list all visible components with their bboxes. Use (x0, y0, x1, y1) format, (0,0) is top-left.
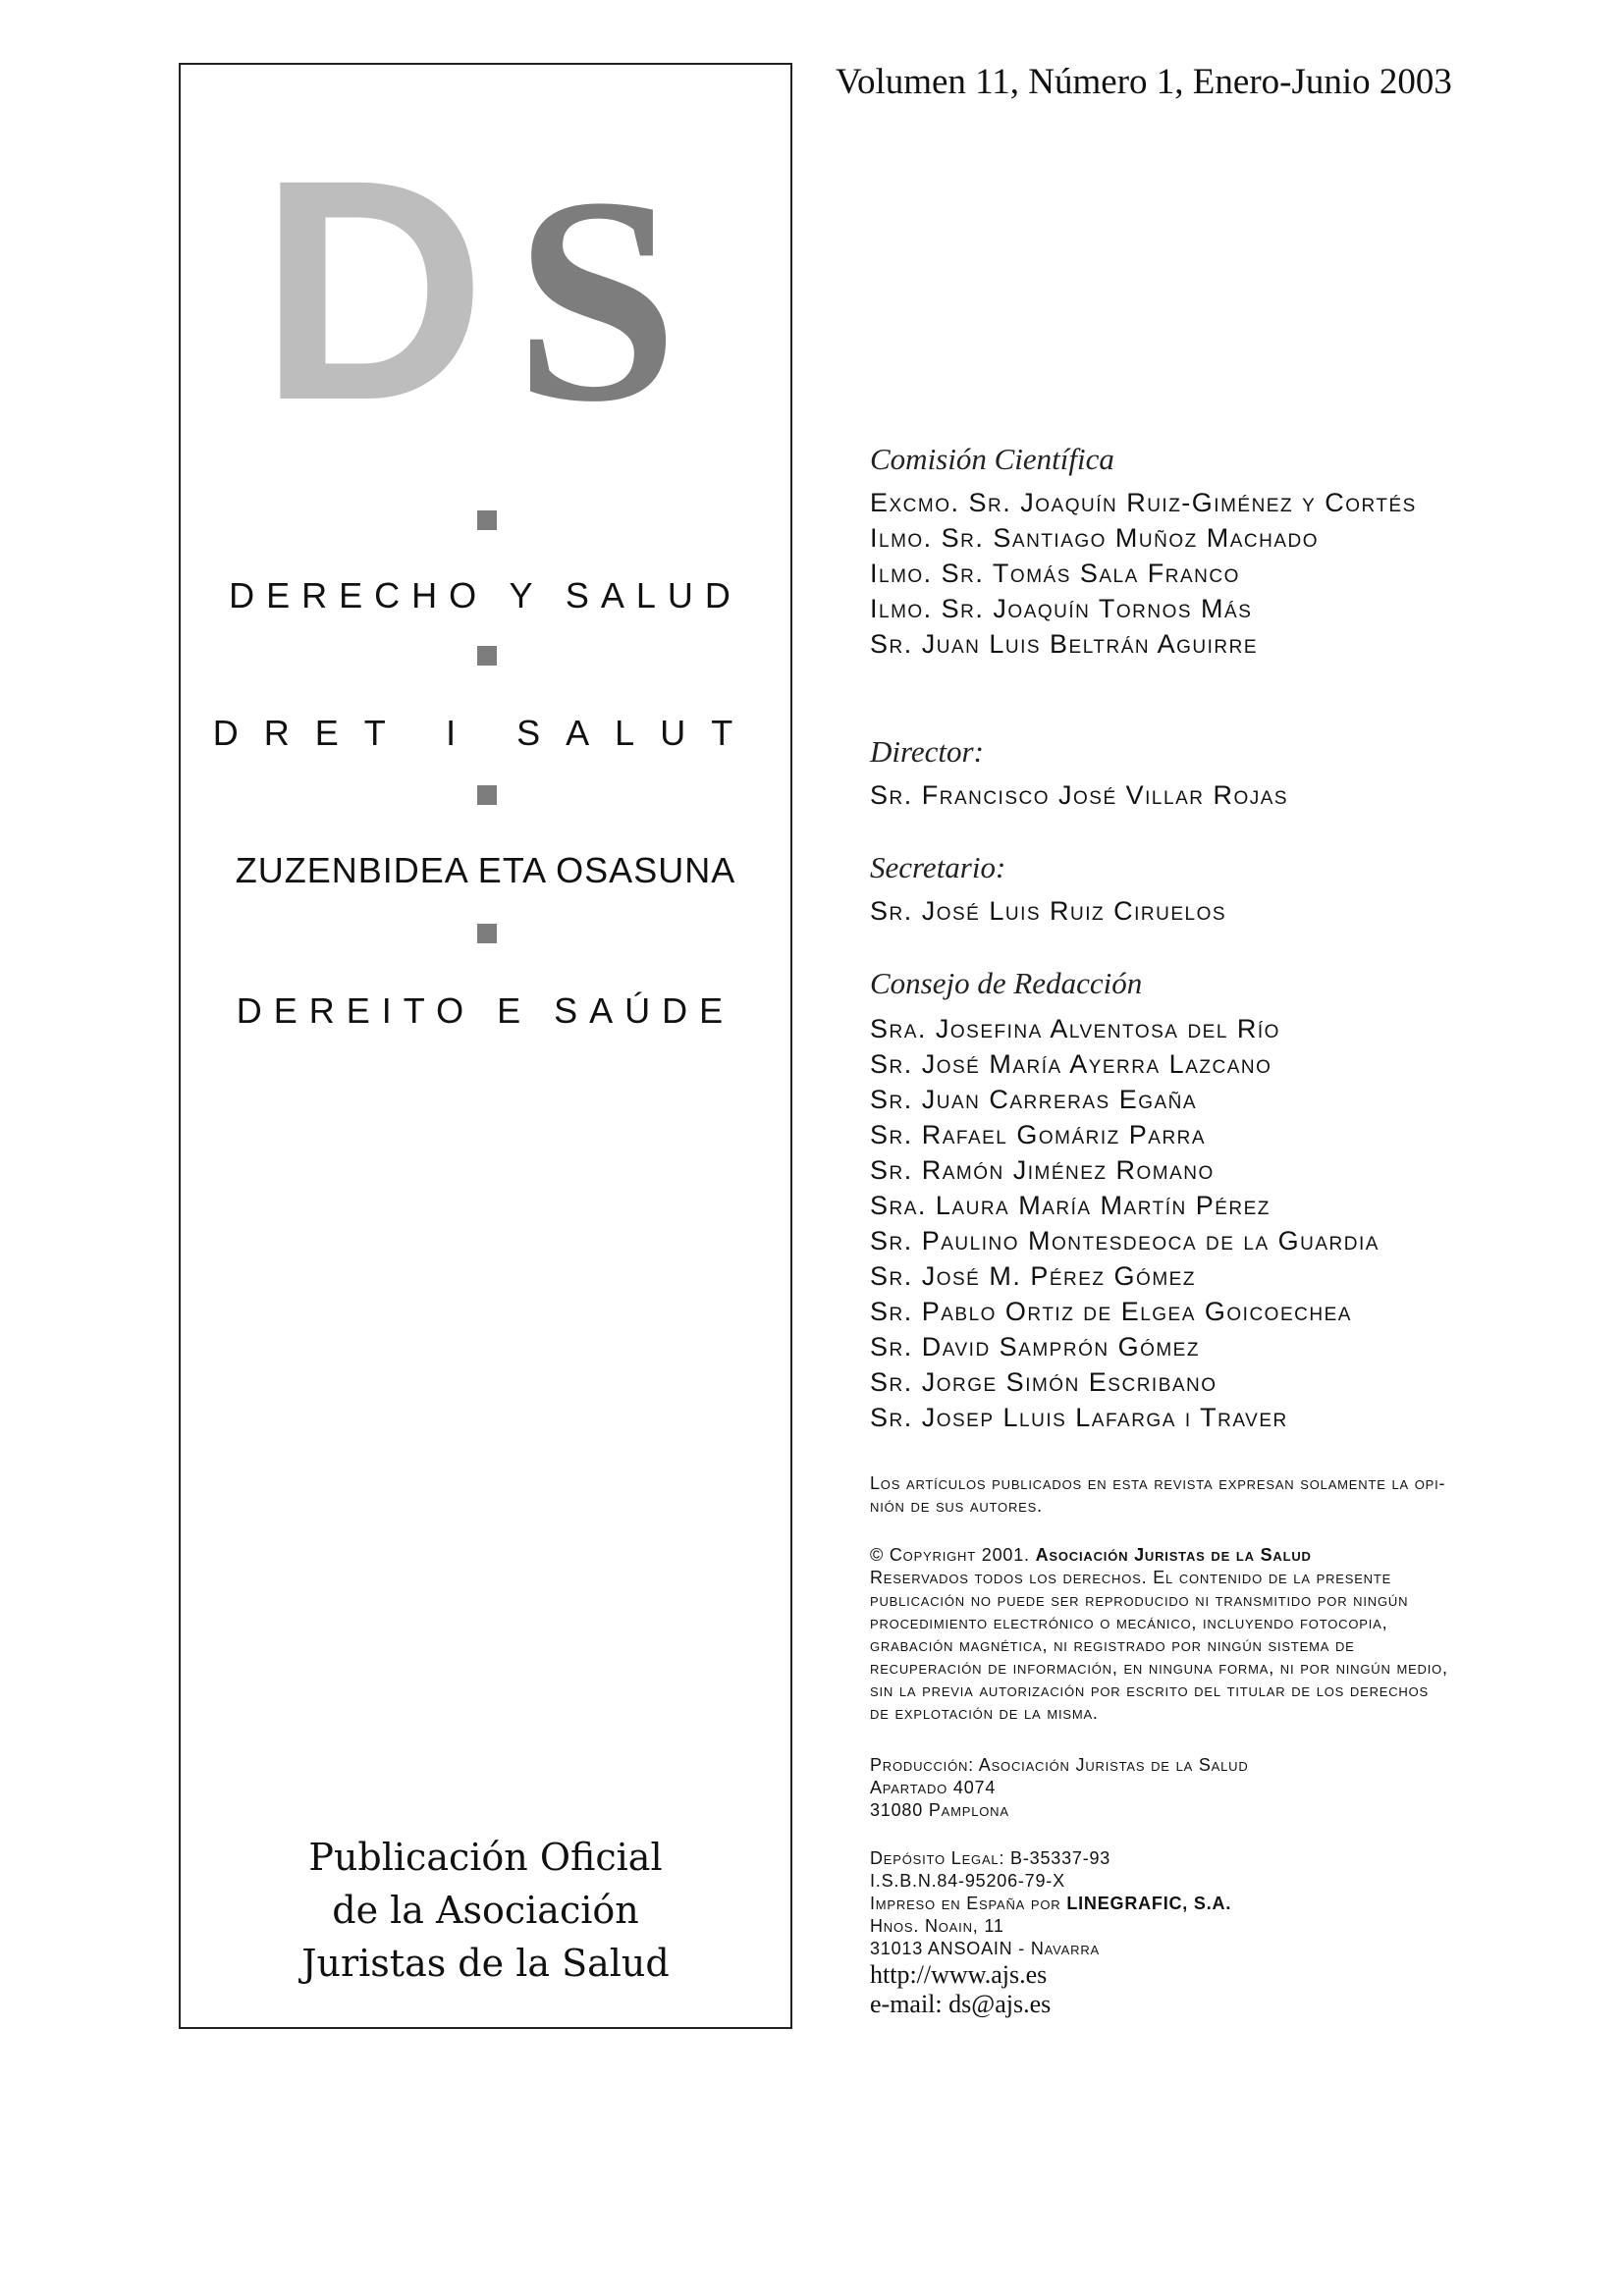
member-name: Sr. David Samprón Gómez (870, 1332, 1200, 1362)
member-name: Sr. Jorge Simón Escribano (870, 1367, 1217, 1397)
member-name: Sr. Rafael Gomáriz Parra (870, 1120, 1207, 1149)
printer-company: LINEGRAFIC, S.A. (1066, 1894, 1232, 1913)
cover-panel (179, 63, 792, 2029)
copyright-line: sin la previa autorización por escrito del titular de los derechos (870, 1681, 1429, 1700)
publication-statement (181, 1831, 790, 1990)
member-name: Sr. Paulino Montesdeoca de la Guardia (870, 1226, 1380, 1255)
secretario-heading: Secretario: (870, 850, 1006, 884)
consejo-section (870, 966, 1557, 1435)
member-name: Sr. José M. Pérez Gómez (870, 1261, 1196, 1291)
title-catalan: DRET I SALUT (212, 713, 759, 753)
legal-block (870, 1847, 1557, 2019)
produccion-line: Apartado 4074 (870, 1778, 997, 1797)
member-name: Sr. Ramón Jiménez Romano (870, 1155, 1215, 1185)
member-name: Sr. Josep Lluis Lafarga i Traver (870, 1403, 1288, 1432)
disclaimer (870, 1472, 1557, 1518)
comision-heading: Comisión Científica (870, 442, 1114, 476)
copyright-prefix: © Copyright 2001. (870, 1545, 1030, 1565)
publication-line: Juristas de la Salud (301, 1942, 670, 1985)
separator-square (477, 510, 497, 530)
comision-list (870, 485, 1557, 662)
member-name: Sr. Juan Luis Beltrán Aguirre (870, 629, 1259, 659)
logo-letter-d: D (259, 114, 487, 418)
copyright-line: recuperación de información, en ninguna forma, ni por ningún medio, (870, 1658, 1448, 1678)
director-section (870, 734, 1557, 813)
member-name: Sra. Laura María Martín Pérez (870, 1191, 1271, 1220)
email-link[interactable]: e-mail: ds@ajs.es (870, 1990, 1052, 2018)
printer-address: Hnos. Noain, 11 (870, 1916, 1004, 1936)
publication-line: de la Asociación (332, 1889, 639, 1932)
copyright-line: publicación no puede ser reproducido ni transmitido por ningún (870, 1590, 1409, 1610)
copyright-holder: Asociación Juristas de la Salud (1035, 1545, 1312, 1565)
printer-city: 31013 ANSOAIN - Navarra (870, 1939, 1101, 1958)
secretario-name: Sr. José Luis Ruiz Ciruelos (870, 896, 1227, 926)
produccion-block (870, 1754, 1557, 1822)
title-spanish: DERECHO Y SALUD (229, 575, 742, 615)
member-name: Sra. Josefina Alventosa del Río (870, 1014, 1280, 1043)
separator-square (477, 646, 497, 666)
member-name: Ilmo. Sr. Tomás Sala Franco (870, 559, 1240, 588)
member-name: Sr. Juan Carreras Egaña (870, 1085, 1198, 1114)
member-name: Excmo. Sr. Joaquín Ruiz-Giménez y Cortés (870, 488, 1417, 517)
consejo-list (870, 1011, 1557, 1435)
member-name: Sr. Pablo Ortiz de Elgea Goicoechea (870, 1297, 1352, 1326)
produccion-line: 31080 Pamplona (870, 1800, 1009, 1820)
volume-info: Volumen 11, Número 1, Enero-Junio 2003 (836, 62, 1452, 102)
separator-square (477, 924, 497, 943)
disclaimer-line: nión de sus autores. (870, 1496, 1043, 1516)
copyright-line: de explotación de la misma. (870, 1703, 1099, 1723)
website-link[interactable]: http://www.ajs.es (870, 1960, 1048, 1989)
director-name: Sr. Francisco José Villar Rojas (870, 780, 1289, 810)
copyright-line: Reservados todos los derechos. El contenido de la presente (870, 1568, 1392, 1587)
journal-logo (181, 65, 794, 418)
copyright-line: grabación magnética, ni registrado por ningún sistema de (870, 1635, 1355, 1655)
logo-letter-s: S (514, 136, 678, 418)
deposito-legal: Depósito Legal: B-35337-93 (870, 1848, 1111, 1868)
publication-line: Publicación Oficial (308, 1836, 663, 1879)
director-heading: Director: (870, 734, 984, 769)
secretario-section (870, 850, 1557, 929)
copyright-line: procedimiento electrónico o mecánico, incluyendo fotocopia, (870, 1613, 1388, 1632)
impreso-prefix: Impreso en España por (870, 1894, 1061, 1913)
disclaimer-line: Los artículos publicados en esta revista expresan solamente la opi- (870, 1473, 1446, 1493)
isbn: I.S.B.N.84-95206-79-X (870, 1871, 1065, 1891)
member-name: Ilmo. Sr. Joaquín Tornos Más (870, 594, 1253, 623)
produccion-line: Producción: Asociación Juristas de la Salud (870, 1755, 1249, 1775)
comision-section (870, 442, 1557, 662)
separator-square (477, 785, 497, 805)
title-galician: DEREITO E SAÚDE (236, 990, 735, 1031)
member-name: Sr. José María Ayerra Lazcano (870, 1049, 1272, 1079)
consejo-heading: Consejo de Redacción (870, 966, 1143, 1000)
title-basque: ZUZENBIDEA ETA OSASUNA (235, 850, 736, 890)
member-name: Ilmo. Sr. Santiago Muñoz Machado (870, 523, 1320, 553)
copyright-block (870, 1544, 1557, 1725)
